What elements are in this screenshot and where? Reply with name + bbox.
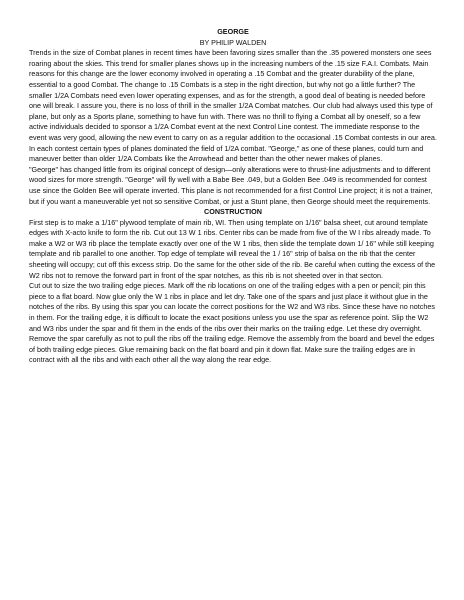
article-byline: BY PHILIP WALDEN [199,37,267,47]
construction-heading: CONSTRUCTION [204,207,262,217]
article-title: GEORGE [217,27,249,36]
construction-paragraph-1: First step is to make a 1/16" plywood template of main rib, WI. Then using template on 1/16" balsa sheet, cut around template edges with X-acto knife to form the rib. Cut out 13 W 1 ribs. Center ribs can be made from five of the W I ribs already made. To make a W2 or W3 rib place the template exactly over one of the W 1 ribs, then slide the template down 1/ 16" while still keeping template and rib parallel to one another. Top edge of template will reveal the 1 / 16" strip of balsa on the rib that the center sheeting will occupy; cut off this excess strip. Do the same for the other side of the rib. Be careful when cutting the excess of the W2 ribs not to remove the forward part in front of the spar notches, as this rib is not sheeted over in that secton. [29,217,436,280]
construction-paragraph-2: Cut out to size the two trailing edge pieces. Mark off the rib locations on one of the trailing edges with a pen or pencil; pin this piece to a flat board. Now glue only the W 1 ribs in place and let dry. Take one of the spars and just place it without glue in the notches of the ribs. By using this spar you can locate the correct positions for the W2 and W3 ribs. Since these have no notches in them. For the trailing edge, it is difficult to locate the exact positions unless you use the spar as reference point. Slip the W2 and W3 ribs under the spar and fit them in the ends of the ribs over their marks on the trailing edge. Let these dry overnight. Remove the spar carefully as not to pull the ribs off the trailing edge. Remove the assembly from the board and bevel the edges of both trailing edge pieces. Glue remaining back on the flat board and pin it down flat. Make sure the trailing edges are in contract with all the ribs and with each other all the way along the rear edge. [29,281,435,365]
intro-paragraph-1: Trends in the size of Combat planes in recent times have been favoring sizes smaller than the .35 powered monsters one sees roaring about the skies. This trend for smaller planes shows up in the increasing numbers of the .15 size F.A.I. Combats. Main reasons for this change are the lower economy involved in operating a .15 Combat and the greater durability of the plane, essential to a good Combat. The change to .15 Combats is a step in the right direction, but why not go a little further? The smaller 1/2A Combats need even lower operating expenses, and as for the strength, a good deal of beating is needed before one will break. I assure you, there is no loss of thrill in the smaller 1/2A Combat matches. Our club had always used this type of plane, but only as a Sports plane, something to have fun with. There was no thrill to flying a Combat all by oneself, so a few active individuals decided to sponsor a 1/2A Combat event at the next Control Line contest. The immediate response to the event was very good, allowing the new event to carry on as a regular addition to the occasional .15 Combat contests in our area. In each contest certain types of planes dominated the field of 1/2A combat. "George," as one of these planes, could turn and maneuver better than older 1/2A Combats like the Arrowhead and better than the other newer makes of planes. [29,48,437,164]
intro-paragraph-2: "George" has changed little from its original concept of design—only alterations were to thrust-line adjustments and to different wood sizes for more strength. "George" will fly well with a Babe Bee .049, but a Golden Bee .049 is recommended for contest use since the Golden Bee will operate inverted. This plane is not recommended for a first Control Line project; it is not a trainer, but if you want a maneuverable yet not so sensitive Combat, or just a Stunt plane, then George should meet the requirements. [29,164,433,206]
article [29,27,437,366]
